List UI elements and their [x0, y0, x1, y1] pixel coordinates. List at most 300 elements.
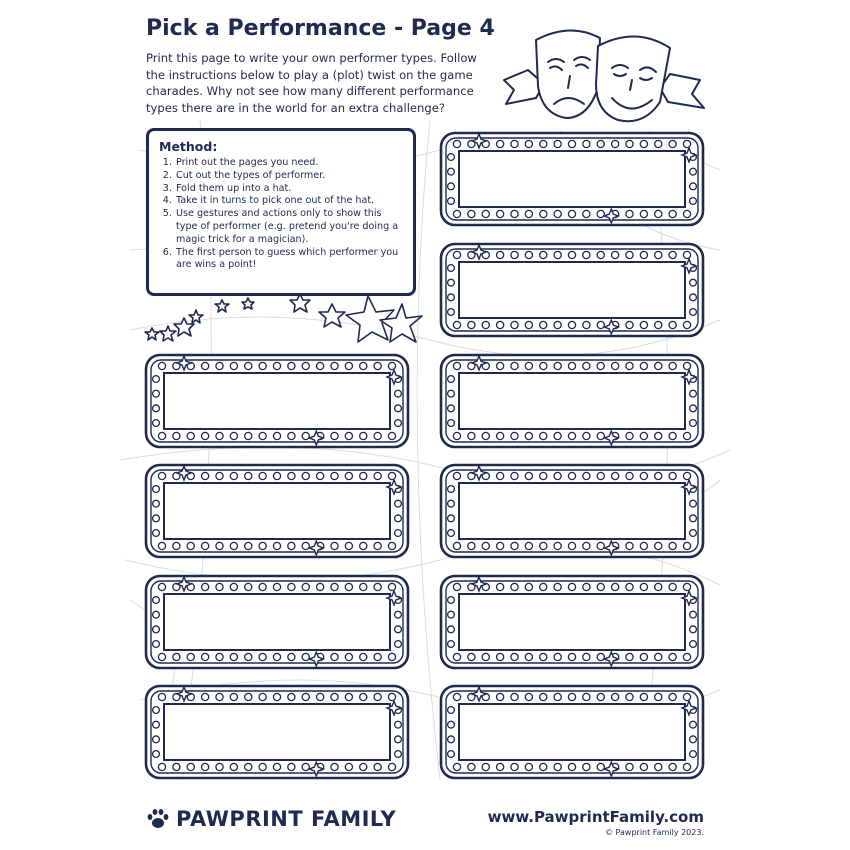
light-bulb: [448, 279, 455, 286]
light-bulb: [216, 472, 223, 479]
light-bulb: [453, 251, 460, 258]
light-bulb: [669, 362, 676, 369]
light-bulb: [468, 321, 475, 328]
light-bulb: [288, 763, 295, 770]
light-bulb: [288, 432, 295, 439]
light-bulb: [597, 763, 604, 770]
light-bulb: [245, 432, 252, 439]
paw-print-icon: [146, 807, 170, 831]
light-bulb: [683, 321, 690, 328]
light-bulb: [448, 515, 455, 522]
light-bulb: [374, 542, 381, 549]
light-bulb: [448, 376, 455, 383]
light-bulb: [683, 140, 690, 147]
light-bulb: [374, 362, 381, 369]
light-bulb: [153, 500, 160, 507]
light-bulb: [468, 653, 475, 660]
light-bulb: [345, 472, 352, 479]
light-bulb: [453, 542, 460, 549]
light-bulb: [583, 251, 590, 258]
light-bulb: [626, 210, 633, 217]
light-bulb: [448, 183, 455, 190]
light-bulb: [259, 693, 266, 700]
light-bulb: [655, 653, 662, 660]
light-bulb: [540, 542, 547, 549]
light-bulb: [173, 653, 180, 660]
light-bulb: [448, 736, 455, 743]
light-bulb: [690, 309, 697, 316]
card-write-area[interactable]: [459, 262, 685, 318]
card-write-area[interactable]: [164, 373, 390, 429]
light-bulb: [448, 265, 455, 272]
light-bulb: [597, 432, 604, 439]
light-bulb: [683, 251, 690, 258]
light-bulb: [690, 390, 697, 397]
light-bulb: [690, 611, 697, 618]
light-bulb: [511, 362, 518, 369]
card-write-area[interactable]: [459, 483, 685, 539]
light-bulb: [259, 542, 266, 549]
light-bulb: [597, 693, 604, 700]
light-bulb: [153, 626, 160, 633]
light-bulb: [153, 376, 160, 383]
light-bulb: [448, 405, 455, 412]
brand-logo: [146, 804, 396, 834]
light-bulb: [158, 542, 165, 549]
performer-card: [146, 686, 408, 778]
brand-name: PAWPRINT FAMILY: [176, 807, 397, 831]
light-bulb: [245, 362, 252, 369]
light-bulb: [302, 583, 309, 590]
light-bulb: [202, 583, 209, 590]
light-bulb: [331, 583, 338, 590]
light-bulb: [655, 583, 662, 590]
light-bulb: [388, 542, 395, 549]
light-bulb: [626, 362, 633, 369]
light-bulb: [288, 362, 295, 369]
light-bulb: [288, 583, 295, 590]
light-bulb: [540, 693, 547, 700]
method-steps: [159, 157, 403, 272]
light-bulb: [360, 693, 367, 700]
website-link[interactable]: www.PawprintFamily.com: [487, 808, 704, 826]
light-bulb: [626, 321, 633, 328]
light-bulb: [388, 432, 395, 439]
light-bulb: [583, 432, 590, 439]
light-bulb: [568, 210, 575, 217]
light-bulb: [153, 751, 160, 758]
light-bulb: [317, 693, 324, 700]
light-bulb: [554, 432, 561, 439]
light-bulb: [360, 583, 367, 590]
light-bulb: [525, 251, 532, 258]
light-bulb: [453, 210, 460, 217]
light-bulb: [374, 472, 381, 479]
light-bulb: [259, 583, 266, 590]
light-bulb: [690, 405, 697, 412]
light-bulb: [554, 693, 561, 700]
card-write-area[interactable]: [459, 373, 685, 429]
light-bulb: [568, 693, 575, 700]
light-bulb: [626, 542, 633, 549]
light-bulb: [317, 362, 324, 369]
light-bulb: [153, 597, 160, 604]
light-bulb: [288, 472, 295, 479]
card-write-area[interactable]: [459, 594, 685, 650]
light-bulb: [640, 251, 647, 258]
light-bulb: [468, 763, 475, 770]
performer-card: [441, 465, 703, 557]
light-bulb: [683, 210, 690, 217]
light-bulb: [360, 362, 367, 369]
light-bulb: [448, 751, 455, 758]
light-bulb: [388, 362, 395, 369]
light-bulb: [302, 693, 309, 700]
light-bulb: [395, 626, 402, 633]
light-bulb: [690, 183, 697, 190]
light-bulb: [331, 693, 338, 700]
light-bulb: [690, 515, 697, 522]
light-bulb: [626, 472, 633, 479]
light-bulb: [683, 693, 690, 700]
light-bulb: [273, 653, 280, 660]
light-bulb: [345, 763, 352, 770]
light-bulb: [448, 420, 455, 427]
light-bulb: [158, 472, 165, 479]
light-bulb: [331, 472, 338, 479]
light-bulb: [331, 653, 338, 660]
light-bulb: [448, 154, 455, 161]
light-bulb: [245, 542, 252, 549]
light-bulb: [497, 321, 504, 328]
light-bulb: [525, 210, 532, 217]
light-bulb: [153, 721, 160, 728]
light-bulb: [453, 362, 460, 369]
light-bulb: [331, 542, 338, 549]
light-bulb: [482, 763, 489, 770]
light-bulb: [540, 583, 547, 590]
light-bulb: [158, 653, 165, 660]
card-write-area[interactable]: [164, 704, 390, 760]
light-bulb: [655, 693, 662, 700]
performer-card: [146, 465, 408, 557]
light-bulb: [497, 432, 504, 439]
light-bulb: [153, 420, 160, 427]
light-bulb: [525, 583, 532, 590]
intro-text: Print this page to write your own performer types. Follow the instructions below to play a (plot) twist on the game charades. Why not see how many different performance types there are in the world for an extra challenge?: [146, 51, 477, 115]
light-bulb: [511, 653, 518, 660]
light-bulb: [626, 432, 633, 439]
light-bulb: [302, 472, 309, 479]
light-bulb: [448, 309, 455, 316]
light-bulb: [302, 763, 309, 770]
light-bulb: [158, 583, 165, 590]
light-bulb: [583, 653, 590, 660]
light-bulb: [345, 693, 352, 700]
method-step: 2. Cut out the types of performer.: [175, 170, 403, 183]
light-bulb: [453, 693, 460, 700]
light-bulb: [525, 140, 532, 147]
light-bulb: [497, 251, 504, 258]
light-bulb: [317, 583, 324, 590]
light-bulb: [597, 472, 604, 479]
light-bulb: [640, 693, 647, 700]
light-bulb: [273, 763, 280, 770]
light-bulb: [690, 626, 697, 633]
light-bulb: [626, 251, 633, 258]
light-bulb: [568, 140, 575, 147]
light-bulb: [540, 472, 547, 479]
light-bulb: [690, 530, 697, 537]
light-bulb: [497, 653, 504, 660]
light-bulb: [259, 763, 266, 770]
light-bulb: [568, 653, 575, 660]
performer-card: [146, 355, 408, 447]
light-bulb: [153, 736, 160, 743]
light-bulb: [583, 693, 590, 700]
light-bulb: [683, 653, 690, 660]
light-bulb: [626, 653, 633, 660]
light-bulb: [655, 542, 662, 549]
light-bulb: [683, 362, 690, 369]
light-bulb: [448, 641, 455, 648]
light-bulb: [230, 583, 237, 590]
light-bulb: [395, 530, 402, 537]
light-bulb: [453, 653, 460, 660]
light-bulb: [468, 210, 475, 217]
light-bulb: [302, 432, 309, 439]
light-bulb: [568, 321, 575, 328]
method-heading: Method:: [159, 139, 218, 154]
light-bulb: [597, 251, 604, 258]
light-bulb: [453, 472, 460, 479]
light-bulb: [554, 321, 561, 328]
light-bulb: [216, 432, 223, 439]
light-bulb: [395, 515, 402, 522]
light-bulb: [187, 542, 194, 549]
light-bulb: [583, 542, 590, 549]
light-bulb: [482, 542, 489, 549]
light-bulb: [525, 763, 532, 770]
light-bulb: [690, 420, 697, 427]
light-bulb: [597, 140, 604, 147]
light-bulb: [511, 583, 518, 590]
light-bulb: [669, 432, 676, 439]
light-bulb: [448, 168, 455, 175]
copyright-text: © Pawprint Family 2023.: [605, 828, 704, 837]
light-bulb: [388, 693, 395, 700]
performer-card: [441, 576, 703, 668]
light-bulb: [245, 653, 252, 660]
card-write-area[interactable]: [459, 704, 685, 760]
light-bulb: [317, 472, 324, 479]
light-bulb: [511, 321, 518, 328]
light-bulb: [640, 583, 647, 590]
light-bulb: [612, 583, 619, 590]
light-bulb: [374, 763, 381, 770]
light-bulb: [388, 583, 395, 590]
light-bulb: [525, 542, 532, 549]
light-bulb: [482, 321, 489, 328]
light-bulb: [583, 362, 590, 369]
light-bulb: [230, 693, 237, 700]
light-bulb: [497, 362, 504, 369]
light-bulb: [497, 210, 504, 217]
light-bulb: [612, 362, 619, 369]
light-bulb: [273, 542, 280, 549]
light-bulb: [540, 653, 547, 660]
light-bulb: [640, 653, 647, 660]
light-bulb: [202, 653, 209, 660]
light-bulb: [230, 432, 237, 439]
light-bulb: [374, 583, 381, 590]
light-bulb: [395, 721, 402, 728]
light-bulb: [331, 432, 338, 439]
light-bulb: [690, 198, 697, 205]
light-bulb: [360, 763, 367, 770]
light-bulb: [331, 362, 338, 369]
card-write-area[interactable]: [164, 483, 390, 539]
light-bulb: [360, 472, 367, 479]
page-title: Pick a Performance - Page 4: [146, 16, 495, 41]
light-bulb: [640, 542, 647, 549]
light-bulb: [669, 210, 676, 217]
light-bulb: [202, 542, 209, 549]
light-bulb: [360, 653, 367, 660]
light-bulb: [612, 693, 619, 700]
light-bulb: [554, 542, 561, 549]
light-bulb: [273, 472, 280, 479]
light-bulb: [568, 362, 575, 369]
light-bulb: [597, 542, 604, 549]
light-bulb: [540, 321, 547, 328]
light-bulb: [683, 542, 690, 549]
light-bulb: [554, 362, 561, 369]
light-bulb: [669, 251, 676, 258]
light-bulb: [540, 432, 547, 439]
light-bulb: [690, 641, 697, 648]
light-bulb: [245, 763, 252, 770]
light-bulb: [655, 472, 662, 479]
light-bulb: [388, 763, 395, 770]
light-bulb: [655, 210, 662, 217]
light-bulb: [640, 472, 647, 479]
light-bulb: [597, 210, 604, 217]
light-bulb: [597, 583, 604, 590]
light-bulb: [482, 653, 489, 660]
light-bulb: [173, 763, 180, 770]
light-bulb: [683, 472, 690, 479]
light-bulb: [245, 693, 252, 700]
light-bulb: [690, 751, 697, 758]
light-bulb: [497, 140, 504, 147]
light-bulb: [626, 763, 633, 770]
light-bulb: [216, 362, 223, 369]
light-bulb: [273, 583, 280, 590]
light-bulb: [448, 611, 455, 618]
light-bulb: [583, 583, 590, 590]
card-write-area[interactable]: [164, 594, 390, 650]
light-bulb: [158, 693, 165, 700]
performer-card: [146, 576, 408, 668]
light-bulb: [497, 583, 504, 590]
method-step: 1. Print out the pages you need.: [175, 157, 403, 170]
light-bulb: [683, 432, 690, 439]
light-bulb: [511, 432, 518, 439]
light-bulb: [345, 583, 352, 590]
light-bulb: [153, 530, 160, 537]
light-bulb: [153, 707, 160, 714]
light-bulb: [669, 321, 676, 328]
light-bulb: [690, 279, 697, 286]
light-bulb: [216, 653, 223, 660]
light-bulb: [395, 611, 402, 618]
light-bulb: [568, 542, 575, 549]
light-bulb: [669, 763, 676, 770]
light-bulb: [202, 763, 209, 770]
light-bulb: [153, 390, 160, 397]
light-bulb: [388, 653, 395, 660]
light-bulb: [554, 583, 561, 590]
light-bulb: [187, 653, 194, 660]
light-bulb: [669, 472, 676, 479]
card-write-area[interactable]: [459, 151, 685, 207]
light-bulb: [511, 210, 518, 217]
performer-card: [441, 244, 703, 336]
light-bulb: [345, 362, 352, 369]
light-bulb: [173, 432, 180, 439]
light-bulb: [683, 583, 690, 590]
light-bulb: [360, 542, 367, 549]
light-bulb: [173, 542, 180, 549]
light-bulb: [158, 763, 165, 770]
light-bulb: [497, 693, 504, 700]
method-step: 5. Use gestures and actions only to show this type of performer (e.g. pretend you're doing a magic trick for a magician).: [175, 208, 403, 246]
light-bulb: [216, 542, 223, 549]
method-box: [146, 128, 416, 296]
light-bulb: [230, 542, 237, 549]
light-bulb: [583, 140, 590, 147]
light-bulb: [259, 472, 266, 479]
light-bulb: [612, 472, 619, 479]
light-bulb: [453, 432, 460, 439]
light-bulb: [153, 486, 160, 493]
light-bulb: [640, 362, 647, 369]
light-bulb: [360, 432, 367, 439]
light-bulb: [448, 721, 455, 728]
light-bulb: [568, 251, 575, 258]
light-bulb: [187, 763, 194, 770]
light-bulb: [640, 432, 647, 439]
light-bulb: [683, 763, 690, 770]
light-bulb: [448, 626, 455, 633]
light-bulb: [554, 763, 561, 770]
light-bulb: [511, 140, 518, 147]
light-bulb: [583, 321, 590, 328]
light-bulb: [230, 472, 237, 479]
light-bulb: [511, 763, 518, 770]
light-bulb: [597, 321, 604, 328]
light-bulb: [511, 251, 518, 258]
light-bulb: [583, 472, 590, 479]
light-bulb: [554, 251, 561, 258]
light-bulb: [395, 641, 402, 648]
light-bulb: [669, 140, 676, 147]
light-bulb: [288, 653, 295, 660]
light-bulb: [540, 210, 547, 217]
light-bulb: [568, 583, 575, 590]
light-bulb: [395, 751, 402, 758]
